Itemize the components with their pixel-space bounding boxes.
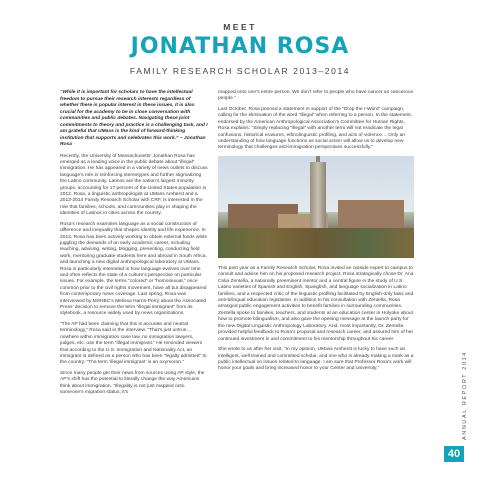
page-title: JONATHAN ROSA (130, 34, 350, 59)
paragraph: “The AP had been claiming that this is accurate and neutral terminology,” Rosa said in the interview. “That’s just untrue…nowhere within immigration case law, no immigration lawyers, judges, etc. use the term “illegal immigrant.” He reminded viewers that according to the U.S. Immigration and Nationality Act, an immigrant is defined as a person who has been “legally admitted” to the country. “The term ‘illegal immigrant’ is an oxymoron.” (60, 322, 207, 366)
kicker: MEET (223, 22, 257, 32)
pull-quote: “While it is important for scholars to have the intellectual freedom to pursue their research interests regardless of whether there is popular interest in these issues, it is also crucial for the academy to be in close conversation with communities and public debates. Navigating these joint commitments to theory and practice is a challenging task, and I am grateful that UMass is the kind of forward-thinking institution that supports and celebrates this work.” – Jonathan Rosa (60, 90, 208, 147)
left-column (60, 90, 208, 401)
photo-tower (310, 162, 326, 232)
paragraph: mapped onto one’s entire person. We don’t refer to people who have cancer as cancerous people.” (218, 90, 414, 102)
campus-photo (218, 156, 414, 258)
paragraph: Last October, Rosa penned a statement in support of the “Drop the I-Word” campaign, calling for the elimination of the word “illegal” when referring to a person. In the statement, endorsed by the American Anthropological Association’s Committee for Human Rights, Rosa explains: “Simply replacing “illegal” with another term will not eradicate the legal confusions, historical erasures, ethnolinguistic profiling, and acts of violence… Only an understanding of how language functions as social action will allow us to develop new terminology that challenges anti-immigration perspectives successfully.” (218, 107, 413, 151)
paragraph: Rosa’s research examines language as a social construction of difference and inequality that shapes identity and life experience. In 2013, Rosa has been actively working to obtain external funds while juggling the demands of an early academic career, including teaching, advising, writing, blogging, presenting, conducting field work, mentoring graduate students here and abroad in South Africa, and launching a new digital anthropological laboratory at UMass. Rosa is particularly interested in how language evolves over time and often reflects the state of a culture’s perspective on particular issues. For example, the terms “colored” or “homosexual,” once common prior to the civil rights movement, have all but disappeared from contemporary news coverage. Last spring, Rosa was interviewed by MSNBC’s Melissa Harris-Perry about the Associated Press’ decision to remove the term “illegal immigrant” from its stylebook, a resource widely used by news organizations. (60, 221, 208, 317)
page-number: 40 (444, 446, 464, 462)
report-side-label: ANNUAL REPORT 2014 (462, 351, 468, 440)
subtitle: FAMILY RESEARCH SCHOLAR 2013–2014 (129, 66, 351, 76)
paragraph: Since many people get their news from sources using AP style, the AP’s shift has the potential to literally change the way Americans think about immigration. “Illegality is not just mapped onto someone’s migration status; it’s (60, 371, 205, 396)
paragraph: This past year as a Family Research Scholar, Rosa invited an outside expert to campus to consult and advise him on his proposed research project. Rosa strategically chose Dr. Ana Celia Zentella, a nationally preeminent mentor and a central figure in the study of U.S. Latino varieties of Spanish and English, Spanglish, and language socialization in Latino families, and a respected critic of the linguistic profiling facilitated by English-only laws and anti-bilingual education legislation. In addition to his consultation with Zentella, Rosa arranged public engagement activities to benefit families in surrounding communities. Zentella spoke to families, teachers, and students at an education center in Holyoke about how to promote bilingualism, and also gave the opening message at the launch party for the new Digital Linguistic Anthropology Laboratory. And, most importantly, Dr. Zentella provided helpful feedback to Rosa’s proposal and research career, and assured him of her continued investment in and commitment to his mentorship throughout his career. (218, 266, 414, 342)
paragraph: She wrote to us after her visit, “In my opinion, UMass Amherst is lucky to have such an intelligent, well trained and committed scholar, and one who is already making a mark as a public intellectual on issues related to language. I am sure that Professor Rosa’s work will honor your goals and bring increased honor to your Center and university.” (218, 347, 414, 372)
photo-trees (218, 228, 414, 258)
right-column (218, 90, 414, 377)
paragraph: Recently, the University of Massachusetts’ Jonathan Rosa has emerged as a leading voice in the public debate about “illegal” immigration. He has appeared in a variety of news outlets to discuss language’s role in reinforcing stereotypes and further stigmatizing the Latino community. Latinos are the nation’s largest minority groups, accounting for 17 percent of the United States population in 2012. Rosa, a linguistic anthropologist at UMass Amherst and a 2013-2014 Family Research Scholar with CRF, is interested in the role that families, schools, and communities play in shaping the identities of Latinos in cities across the country. (60, 153, 208, 217)
